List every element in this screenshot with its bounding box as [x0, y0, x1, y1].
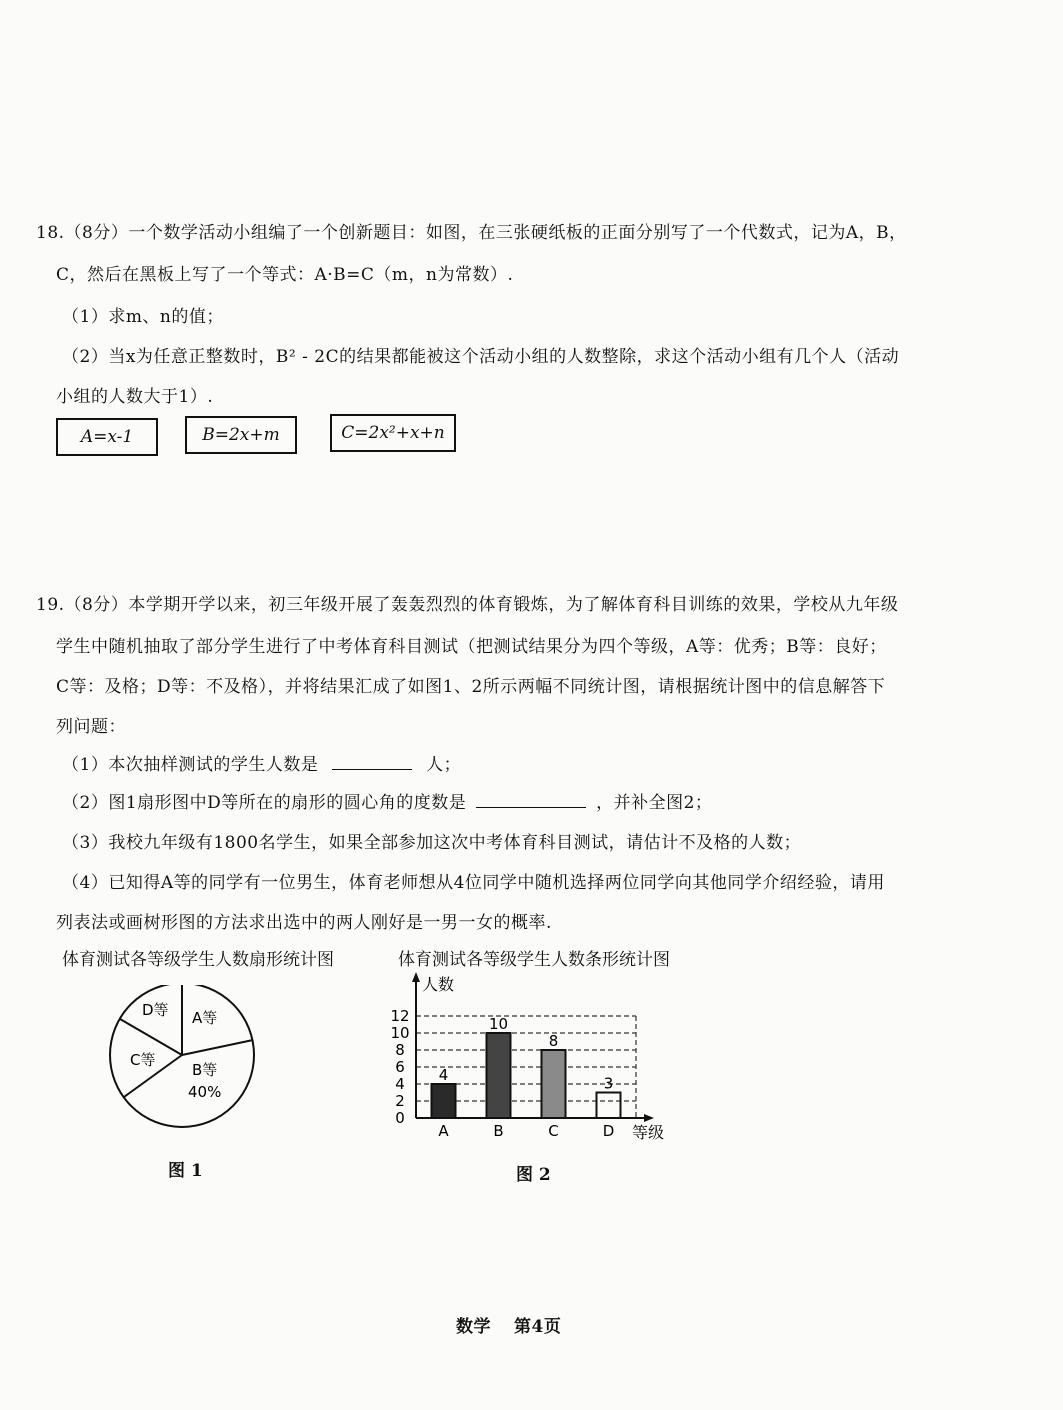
- grid-layer: [390, 1007, 636, 1127]
- y-tick-label: 10: [390, 1024, 410, 1042]
- y-tick-label: 12: [390, 1007, 410, 1025]
- q19-sub4: （4）已知得A等的同学有一位男生，体育老师想从4位同学中随机选择两位同学向其他同学介绍经验，请用: [62, 873, 885, 893]
- q19-sub1-text: （1）本次抽样测试的学生人数是: [62, 755, 319, 775]
- x-tick-label-B: B: [493, 1122, 504, 1140]
- bar-B: [487, 1033, 511, 1118]
- pie-divider-right: [182, 1040, 253, 1055]
- q19-line2: 学生中随机抽取了部分学生进行了中考体育科目测试（把测试结果分为四个等级，A等：优秀；B等：良好；: [56, 637, 887, 657]
- bar-layer: [432, 1015, 621, 1140]
- bar-value-D: 3: [603, 1074, 614, 1093]
- x-tick-label-A: A: [438, 1122, 449, 1140]
- q19-sub1-unit: 人；: [426, 755, 462, 775]
- bar-D: [597, 1093, 621, 1119]
- q19-sub1: [62, 750, 461, 775]
- x-tick-label-C: C: [548, 1122, 559, 1140]
- q19-sub4b: 列表法或画树形图的方法求出选中的两人刚好是一男一女的概率.: [56, 913, 552, 933]
- y-tick-label: 8: [395, 1041, 405, 1059]
- pie-label-d: D等: [142, 1001, 169, 1019]
- fig2-label: 图 2: [516, 1165, 551, 1185]
- y-tick-label: 6: [395, 1058, 405, 1076]
- q18-line2: C，然后在黑板上写了一个等式：A·B=C（m，n为常数）.: [56, 265, 514, 285]
- footer-page: 第4页: [514, 1317, 562, 1337]
- fig1-label: 图 1: [168, 1161, 203, 1181]
- pie-label-c: C等: [130, 1051, 156, 1069]
- answer-blank-1[interactable]: [332, 755, 412, 770]
- y-axis-arrow: [412, 972, 420, 982]
- bar-value-A: 4: [438, 1066, 449, 1084]
- q18-sub1: （1）求m、n的值；: [62, 307, 224, 327]
- q19-sub2-tail: ，并补全图2；: [596, 793, 713, 813]
- bar-chart: [370, 970, 680, 1150]
- q19-line3: C等：及格；D等：不及格），并将结果汇成了如图1、2所示两幅不同统计图，请根据统计图中的信息解答下: [56, 677, 886, 697]
- pie-chart: [100, 985, 270, 1145]
- card-a: A=x-1: [56, 418, 158, 456]
- x-axis-arrow: [644, 1114, 654, 1122]
- bar-value-C: 8: [548, 1032, 559, 1050]
- q19-line4: 列问题：: [56, 717, 126, 737]
- y-tick-label: 0: [395, 1109, 405, 1127]
- y-axis-label: 人数: [422, 975, 455, 994]
- pie-label-b: B等: [192, 1061, 218, 1079]
- card-c: C=2x²+x+n: [330, 414, 456, 452]
- fig2-title: 体育测试各等级学生人数条形统计图: [398, 950, 670, 970]
- q19-line1: 19.（8分）本学期开学以来，初三年级开展了轰轰烈烈的体育锻炼，为了解体育科目训练的效果，学校从九年级: [36, 595, 899, 615]
- q18-sub2b: 小组的人数大于1）.: [56, 387, 214, 407]
- y-tick-label: 4: [395, 1075, 405, 1093]
- x-tick-label-D: D: [602, 1122, 615, 1140]
- q19-sub3: （3）我校九年级有1800名学生，如果全部参加这次中考体育科目测试，请估计不及格的人数；: [62, 833, 802, 853]
- bar-value-B: 10: [488, 1015, 509, 1033]
- card-b: B=2x+m: [185, 416, 297, 454]
- q18-sub2: （2）当x为任意正整数时，B² - 2C的结果都能被这个活动小组的人数整除，求这个活动小组有几个人（活动: [62, 347, 900, 367]
- x-axis-label: 等级: [632, 1123, 665, 1142]
- pie-label-b-percent: 40%: [188, 1083, 222, 1101]
- q18-line1: 18.（8分）一个数学活动小组编了一个创新题目：如图，在三张硬纸板的正面分别写了一个代数式，记为A，B，: [36, 223, 907, 243]
- bar-C: [542, 1050, 566, 1118]
- y-tick-label: 2: [395, 1092, 405, 1110]
- bar-A: [432, 1084, 456, 1118]
- answer-blank-2[interactable]: [476, 793, 586, 808]
- pie-divider-left: [120, 1019, 182, 1055]
- q19-sub2: [62, 788, 712, 813]
- fig1-title: 体育测试各等级学生人数扇形统计图: [62, 950, 334, 970]
- footer-subject: 数学: [456, 1317, 491, 1337]
- pie-label-a: A等: [192, 1009, 218, 1027]
- q19-sub2-text: （2）图1扇形图中D等所在的扇形的圆心角的度数是: [62, 793, 467, 813]
